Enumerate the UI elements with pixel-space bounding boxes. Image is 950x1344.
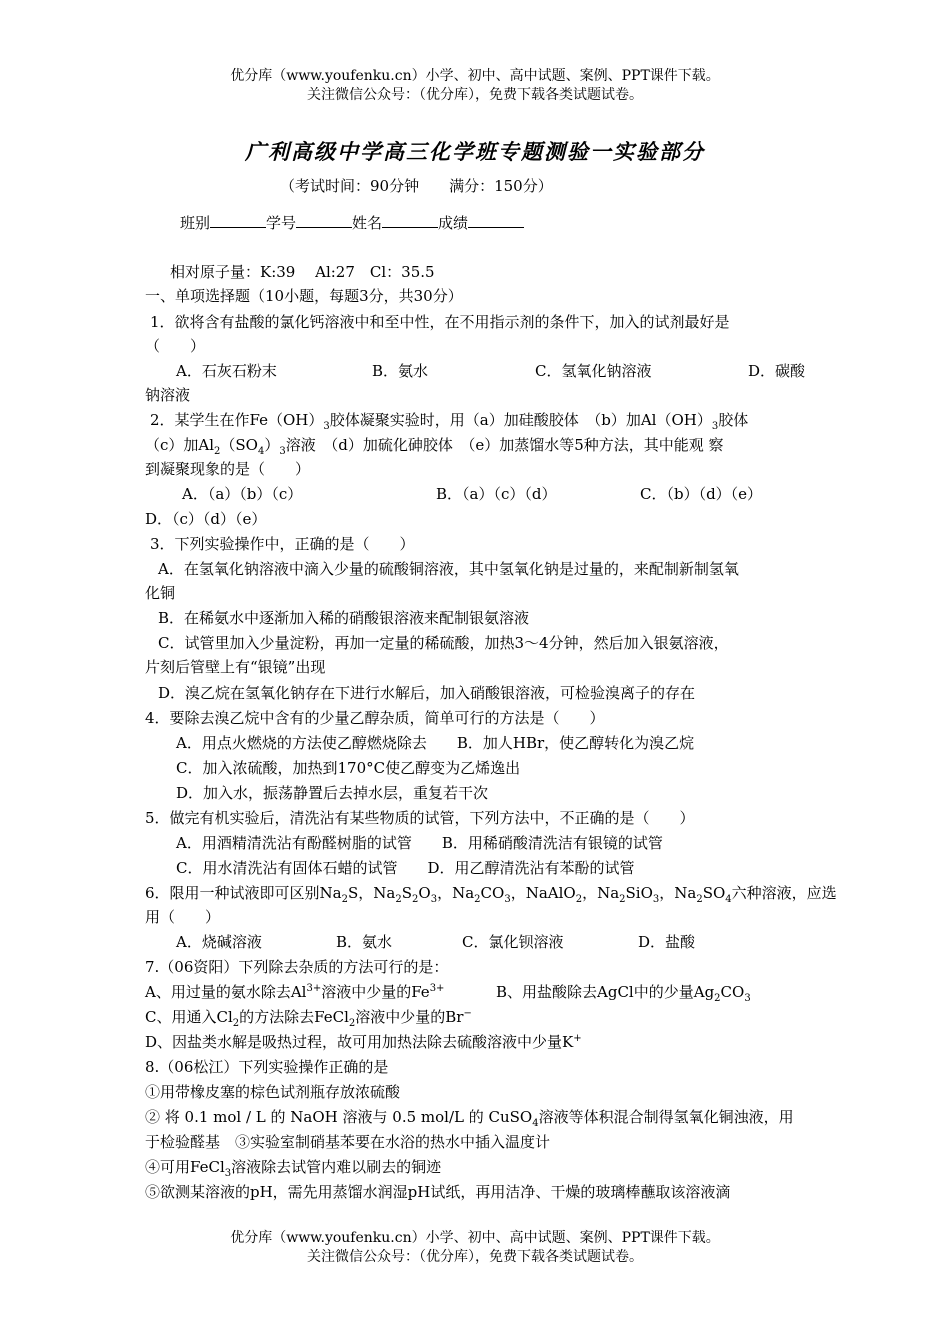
name-label: 姓名 bbox=[352, 214, 383, 232]
q7-option-c: C、用通入$Cl_2$的方法除去FeCl$_2$溶液中少量的Br− bbox=[145, 1008, 472, 1029]
page-title: 广利高级中学高三化学班专题测验一实验部分 bbox=[245, 139, 705, 164]
q2-line-2: （c）加$Al_2(SO_4)_3$溶液 （d）加硫化砷胶体 （e）加蒸馏水等5种方法，其中能观 察 bbox=[145, 436, 724, 457]
q6-option-a: A．烧碱溶液 bbox=[176, 933, 262, 951]
q3-option-b: B．在稀氨水中逐渐加入稀的硝酸银溶液来配制银氨溶液 bbox=[158, 609, 530, 627]
q1-option-a: A．石灰石粉末 bbox=[176, 362, 277, 380]
header-line-1: 优分库（www.youfenku.cn）小学、初中、高中试题、案例、PPT课件下载。 bbox=[230, 68, 720, 84]
q6-option-b: B．氨水 bbox=[336, 933, 393, 951]
q5-options-ab: A．用酒精清洗沾有酚醛树脂的试管 B．用稀硝酸清洗洁有银镜的试管 bbox=[176, 834, 663, 852]
class-label: 班别 bbox=[180, 214, 211, 232]
name-blank[interactable] bbox=[382, 212, 438, 228]
q5-stem: 5．做完有机实验后，清洗沾有某些物质的试管，下列方法中，不正确的是（ ） bbox=[145, 809, 695, 827]
footer-line-2: 关注微信公众号：（优分库），免费下载各类试题试卷。 bbox=[307, 1249, 643, 1265]
section-heading: 一、单项选择题（10小题，每题3分，共30分） bbox=[145, 287, 463, 305]
q2-option-a: A．（a）（b）（c） bbox=[182, 485, 303, 503]
q1-option-d: D．碳酸 bbox=[748, 362, 806, 380]
q7-stem: 7.（06资阳）下列除去杂质的方法可行的是： bbox=[145, 958, 449, 976]
atomic-mass: 相对原子量：K:39 Al:27 Cl：35.5 bbox=[170, 263, 435, 281]
q6-option-d: D．盐酸 bbox=[638, 933, 696, 951]
q3-option-c: C．试管里加入少量淀粉，再加一定量的稀硫酸，加热3～4分钟，然后加入银氨溶液， bbox=[158, 634, 729, 652]
q2-option-c: C．（b）（d）（e） bbox=[640, 485, 763, 503]
q7-option-a: A、用过量的氨水除去$Al^{3+}$溶液中少量的$Fe^{3+}$ bbox=[145, 983, 445, 1001]
q6-option-c: C．氯化钡溶液 bbox=[462, 933, 564, 951]
number-label: 学号 bbox=[266, 214, 297, 232]
student-fields bbox=[180, 212, 524, 233]
q1-paren: （ ） bbox=[145, 337, 206, 355]
footer-line-1: 优分库（www.youfenku.cn）小学、初中、高中试题、案例、PPT课件下载。 bbox=[230, 1230, 720, 1246]
score-label: 成绩 bbox=[438, 214, 469, 232]
q6-line-2: 用（ ） bbox=[145, 908, 221, 926]
q2-line-3: 到凝聚现象的是（ ） bbox=[145, 460, 311, 478]
q3-stem: 3．下列实验操作中，正确的是（ ） bbox=[150, 535, 415, 553]
q3-option-c-cont: 片刻后管壁上有“银镜”出现 bbox=[145, 658, 326, 676]
q8-statement-1: ①用带橡皮塞的棕色试剂瓶存放浓硫酸 bbox=[145, 1083, 401, 1101]
q2-option-d: D．（c）（d）（e） bbox=[145, 510, 267, 528]
q8-stem: 8.（06松江）下列实验操作正确的是 bbox=[145, 1058, 389, 1076]
q7-option-b: B、用盐酸除去AgCl中的少量$Ag_2CO_3$ bbox=[496, 983, 751, 1004]
exam-info: （考试时间：90分钟 满分：150分） bbox=[280, 177, 553, 195]
q6-line-1: 6．限用一种试液即可区别$Na_2S$，$Na_2S_2O_3$，$Na_2CO_3$，NaAlO$_2$，$Na_2SiO_3$，$Na_2SO_4$六种溶液，应选 bbox=[145, 884, 837, 905]
q7-option-d: D、因盐类水解是吸热过程，故可用加热法除去硫酸溶液中少量K+ bbox=[145, 1033, 582, 1051]
class-blank[interactable] bbox=[210, 212, 266, 228]
q8-statement-2-cont: 于检验醛基 ③实验室制硝基苯要在水浴的热水中插入温度计 bbox=[145, 1133, 551, 1151]
q2-line-1: 2．某学生在作$Fe(OH)_3$胶体凝聚实验时，用（a）加硅酸胶体 （b）加$Al(OH)_3$胶体 bbox=[150, 411, 749, 432]
q8-statement-4: ④可用FeCl$_3$溶液除去试管内难以刷去的铜迹 bbox=[145, 1158, 442, 1179]
q8-statement-2: ② 将 0.1 mol / L 的 NaOH 溶液与 0.5 mol/L 的 CuSO$_4$溶液等体积混合制得氢氧化铜浊液，用 bbox=[145, 1108, 794, 1129]
score-blank[interactable] bbox=[468, 212, 524, 228]
number-blank[interactable] bbox=[296, 212, 352, 228]
q3-option-a-cont: 化铜 bbox=[145, 584, 176, 602]
q2-option-b: B．（a）（c）（d） bbox=[436, 485, 557, 503]
q1-option-c: C．氢氧化钠溶液 bbox=[535, 362, 652, 380]
q5-options-cd: C．用水清洗沾有固体石蜡的试管 D．用乙醇清洗沾有苯酚的试管 bbox=[176, 859, 635, 877]
q1-option-b: B．氨水 bbox=[372, 362, 429, 380]
q4-option-c: C．加入浓硫酸，加热到170°C使乙醇变为乙烯逸出 bbox=[176, 759, 521, 777]
q3-option-a: A．在氢氧化钠溶液中滴入少量的硫酸铜溶液，其中氢氧化钠是过量的，来配制新制氢氧 bbox=[158, 560, 739, 578]
q3-option-d: D．溴乙烷在氢氧化钠存在下进行水解后，加入硝酸银溶液，可检验溴离子的存在 bbox=[158, 684, 696, 702]
q1-stem: 1．欲将含有盐酸的氯化钙溶液中和至中性，在不用指示剂的条件下，加入的试剂最好是 bbox=[150, 313, 730, 331]
q4-options-ab: A．用点火燃烧的方法使乙醇燃烧除去 B．加人HBr，使乙醇转化为溴乙烷 bbox=[176, 734, 695, 752]
header-line-2: 关注微信公众号：（优分库），免费下载各类试题试卷。 bbox=[307, 87, 643, 103]
q4-stem: 4．要除去溴乙烷中含有的少量乙醇杂质，简单可行的方法是（ ） bbox=[145, 709, 605, 727]
q4-option-d: D．加入水，振荡静置后去掉水层，重复若干次 bbox=[176, 784, 489, 802]
q8-statement-5: ⑤欲测某溶液的pH，需先用蒸馏水润湿pH试纸，再用洁净、干燥的玻璃棒蘸取该溶液滴 bbox=[145, 1183, 731, 1201]
q1-option-d-cont: 钠溶液 bbox=[145, 386, 191, 404]
